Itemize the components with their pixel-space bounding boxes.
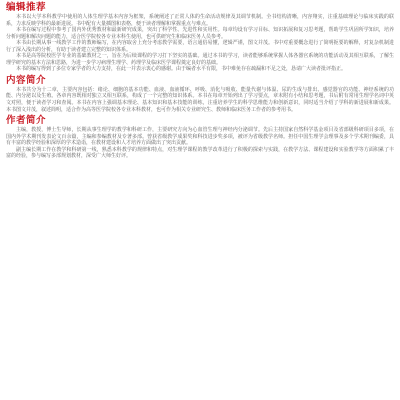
section-title-editor-recommendation: 编辑推荐 [6,2,47,13]
paragraph: 本书的编写得到了多位专家学者的大力支持，在此一并表示衷心的感谢。由于编者水平有限，书中难免存在疏漏和不足之处，恳请广大读者批评指正。 [16,66,347,73]
paragraph: 本书是高等院校医学专业的基础教材之一，旨在为后续课程的学习打下坚实的基础。通过本书的学习，读者能够系统掌握人体各器官系统的功能活动及其相互联系，了解生理学研究的基本方法和思路，为进一步学习病理生理学、药理学及临床医学课程奠定良好的基础。 [6,53,394,66]
paragraph: 本书共分为十二章，主要内容包括：绪论、细胞的基本功能、血液、血液循环、呼吸、消化与吸收、能量代谢与体温、尿的生成与排出、感觉器官的功能、神经系统的功能、内分泌以及生殖。各章内容既相对独立又相互联系，构成了一个完整的知识体系。本书在每章开始列出了学习要点，章末附有小结和思考题，书后附有常用生理学名词中英文对照，便于读者学习和查阅。本书在内容上强调基本理论、基本知识和基本技能的训练，注重培养学生的科学思维能力和创新意识，同时适当介绍了学科的新进展和新成果。本书图文并茂，叙述简明，适合作为高等医学院校各专业本科教材，也可作为相关专业研究生、教师和临床医务工作者的参考用书。 [6,86,394,113]
content-summary-section [6,75,394,113]
author-bio-section [6,115,394,160]
paragraph: 主编，教授，博士生导师，长期从事生理学的教学和科研工作，主要研究方向为心血管生理与神经内分泌调节。先后主持国家自然科学基金项目及省部级科研项目多项，在国内外学术期刊发表论文百余篇，主编和参编教材及专著多部。曾获省级教学成果奖和科技进步奖多项，被评为省级教学名师。担任中国生理学会理事及多个学术期刊编委，具有丰富的教学经验和深厚的学术造诣，在教材建设和人才培养方面做出了突出贡献。 [6,127,394,147]
section-title-author-bio: 作者简介 [6,115,47,127]
paragraph: 副主编长期工作在教学和科研第一线，熟悉本科教学的规律和特点，对生理学课程的教学改革进行了积极的探索与实践，在教学方法、课程建设和实验教学等方面积累了丰富的经验，参与编写多部规划教材，深受广大师生好评。 [6,146,394,160]
paragraph: 本书以大学本科教学中使用的人体生理学基本内容为框架，系统阐述了正常人体的生命活动规律及其调节机制。全书结构清晰，内容翔实，注重基础理论与临床实践的联系，力求反映学科的最新进展。书中配有大量插图和表格，便于读者理解和掌握重点与难点。 [6,14,394,27]
paragraph: 本书在编写过程中参考了国内外优秀教材和最新研究成果，突出了科学性、先进性和实用性。每章均设有学习目标、知识拓展和复习思考题，帮助学生巩固所学知识，培养分析问题和解决问题的能力，适合医学院校各专业本科生使用，也可供研究生和临床医务人员参考。 [6,27,394,40]
paragraph: 本书由长期从事一线教学工作的教师编写，在内容取舍上充分考虑教学需要，语言通俗易懂，逻辑严谨，图文并茂。书中对重要概念进行了简明扼要的解释，对复杂机制进行了深入浅出的分析，有助于读者建立完整的知识体系。 [6,40,394,53]
section-title-content-summary: 内容简介 [6,74,47,86]
editor-recommendation-section [6,2,394,73]
